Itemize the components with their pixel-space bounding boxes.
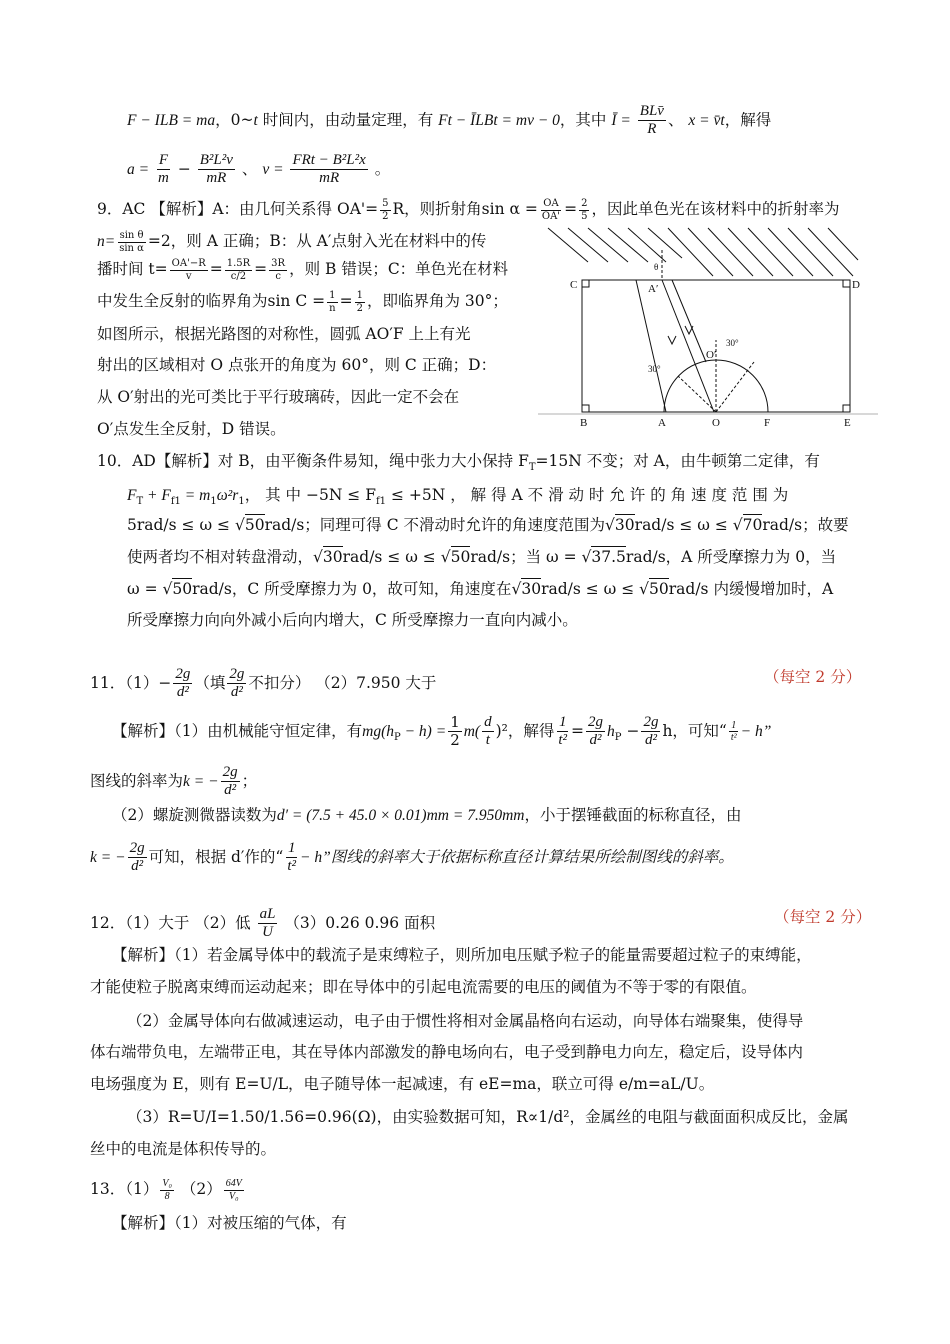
denominator: 2 [450, 731, 460, 750]
text: 使两者均不相对转盘滑动， [127, 548, 314, 566]
text: v = [262, 160, 284, 178]
fraction [579, 198, 589, 222]
denominator: d² [644, 732, 657, 749]
denominator: n [329, 302, 336, 314]
denominator: t² [558, 732, 568, 749]
corner-mark [582, 280, 589, 287]
label-A-prime: A′ [648, 283, 659, 295]
text: ，解得 [724, 110, 772, 129]
corner-mark [843, 405, 850, 412]
fraction [380, 198, 390, 222]
denominator: U [262, 924, 273, 941]
text: 、 [241, 159, 258, 178]
sqrt-value: 30 [521, 580, 542, 598]
denominator: d² [224, 782, 237, 799]
denominator: v [185, 270, 192, 282]
q10-line-3: 5rad/s ≤ ω ≤ √50rad/s；同理可得 C 不滑动时允许的角速度范围为√30rad/s ≤ ω ≤ √70rad/s；故要 [127, 516, 849, 534]
text: rad/s 内缓慢增加时，A [668, 580, 834, 598]
ray [728, 228, 773, 276]
denominator: 2 [382, 210, 389, 222]
q9-line-2 [97, 230, 486, 254]
fraction [128, 840, 147, 876]
fraction [586, 714, 605, 750]
sqrt-value: 30 [322, 548, 343, 566]
q11-expl-3 [112, 804, 741, 827]
sqrt-value: 50 [172, 580, 193, 598]
refracted-ray [662, 280, 717, 412]
q12-p1: 【解析】（1）若金属导体中的载流子是束缚粒子，则所加电压赋予粒子的能量需要超过粒子的束缚能， [112, 946, 812, 964]
text: = [209, 260, 223, 278]
numerator: sin θ [119, 230, 144, 241]
text: h [607, 722, 615, 740]
q10-line-2 [127, 484, 788, 513]
text: − h) = [400, 722, 447, 740]
q11-expl-2 [90, 764, 257, 800]
label-C: C [570, 279, 578, 291]
denominator: c/2 [230, 270, 247, 282]
ray [548, 228, 588, 262]
label-E: E [844, 417, 851, 429]
q10-line-6: 所受摩擦力向向外减小后向内增大，C 所受摩擦力一直向内减小。 [127, 611, 578, 629]
text: + F [143, 487, 171, 504]
radius-line [678, 376, 716, 412]
text: = [339, 292, 353, 310]
text: rad/s，C 所受摩擦力为 0，故可知，角速度在 [192, 580, 512, 598]
text: k = − [90, 848, 126, 866]
q12-p4: 体右端带负电，左端带正电，其在导体内部激发的静电场向右，电子受到静电力向左，稳定后，设导体内 [90, 1043, 804, 1061]
numerator: 2g [128, 840, 147, 858]
text: ，因此单色光在该材料中的折射率为 [591, 200, 840, 218]
q12-p7: 丝中的电流是体积传导的。 [90, 1140, 277, 1158]
text: F [127, 487, 137, 504]
text: 5rad/s ≤ ω ≤ [127, 516, 235, 534]
q11-expl-4 [90, 840, 734, 876]
fraction [160, 1178, 174, 1202]
text: 图线的斜率为 [90, 771, 184, 790]
text: ，则 B 错误；C：单色光在材料 [289, 260, 509, 278]
text: rad/s；当 ω = [470, 548, 582, 566]
sqrt-value: 50 [244, 516, 265, 534]
text: 不扣分） （2）7.950 大于 [248, 673, 437, 692]
numerator: B²L²v [198, 152, 235, 170]
q11-expl-1 [112, 714, 771, 750]
denominator: 2 [356, 302, 363, 314]
text: ，小于摆锤截面的标称直径，由 [524, 806, 742, 824]
q11-score: （每空 2 分） [764, 668, 862, 686]
text: rad/s；故要 [762, 516, 849, 534]
q12-p2: 才能使粒子脱离束缚而运动起来；即在导体中的引起电流需要的电压的阈值为不等于零的有限值。 [90, 978, 757, 996]
ray [768, 228, 813, 276]
optics-figure [538, 220, 878, 430]
text: 12．（1）大于 （2）低 [90, 913, 251, 932]
text: （填 [194, 673, 226, 692]
denominator: d² [176, 684, 189, 701]
text: （2）螺旋测微器读数为 [112, 806, 277, 824]
q10-line-4: 使两者均不相对转盘滑动，√30rad/s ≤ ω ≤ √50rad/s；当 ω = √37.5rad/s，A 所受摩擦力为 0，当 [127, 548, 837, 566]
label-A: A [658, 417, 666, 429]
label-30-right: 30° [726, 338, 739, 348]
text: d′ = (7.5 + 45.0 × 0.01)mm = 7.950mm [276, 807, 525, 824]
text: ，0~ [215, 110, 254, 129]
text: 【解析】A：由几何关系得 OA'= [150, 200, 379, 218]
arrow [668, 336, 676, 344]
text: 11．（1）− [90, 673, 172, 692]
eq-line-2 [127, 152, 390, 188]
sqrt-value: 30 [614, 516, 635, 534]
text: 【解析】（1）由机械能守恒定律，有 [112, 721, 363, 740]
ray [648, 228, 682, 258]
subscript: P [393, 731, 401, 743]
subscript: P [614, 731, 622, 743]
label-O-prime: O′ [706, 349, 717, 361]
text: = [254, 260, 268, 278]
text: a = [127, 160, 150, 178]
ray [628, 228, 666, 262]
refracted-ray [636, 280, 666, 412]
fraction [117, 230, 146, 254]
q12-answer [90, 906, 435, 942]
numerator: 1 [286, 840, 298, 858]
text: ，即临界角为 30°； [366, 292, 508, 310]
fraction [638, 103, 666, 139]
fraction [156, 152, 171, 188]
text: 时间内，由动量定理，有 [257, 110, 439, 129]
text: h，可知“ [662, 721, 727, 740]
numerator: 3R [271, 258, 286, 269]
q13-answer [90, 1178, 246, 1202]
text: − h” [740, 722, 772, 740]
ray [748, 228, 793, 276]
sqrt-value: 70 [742, 516, 763, 534]
ray [608, 228, 648, 262]
radius-line [716, 362, 754, 412]
numerator: 64V [225, 1178, 242, 1189]
text: − h”图线的斜率大于依据标称直径计算结果所绘制图线的斜率。 [300, 848, 734, 866]
q9-line-6: 射出的区域相对 O 点张开的角度为 60°，则 C 正确；D： [97, 356, 497, 374]
text: − [621, 721, 640, 740]
ray [788, 228, 833, 276]
corner-mark [843, 280, 850, 287]
text: rad/s，A 所受摩擦力为 0，当 [625, 548, 837, 566]
numerator: 1 [557, 714, 569, 732]
ray [688, 228, 733, 276]
eq-current: Ī = [611, 111, 631, 129]
fraction [290, 152, 367, 188]
q10-line-1 [97, 450, 820, 479]
numerator: 5 [382, 198, 389, 209]
numerator: d [482, 714, 494, 732]
numerator: 1.5R [226, 258, 251, 269]
denominator: t² [730, 732, 737, 744]
numerator: OA'−R [171, 258, 206, 269]
denominator: d² [230, 684, 243, 701]
ray [588, 228, 628, 262]
subscript: f1 [375, 496, 387, 508]
text: m( [463, 722, 481, 740]
denominator: sin α [119, 242, 144, 254]
numerator: aL [258, 906, 278, 924]
numerator: 2g [173, 666, 192, 684]
text: 13．（1） [90, 1180, 159, 1198]
fraction [729, 720, 739, 744]
numerator: 2 [581, 198, 588, 209]
q13-p1: 【解析】（1）对被压缩的气体，有 [112, 1214, 347, 1232]
text: =2，则 A 正确；B：从 A′点射入光在材料中的传 [147, 232, 487, 250]
fraction [173, 666, 192, 702]
fraction [556, 714, 569, 750]
q9-line-4 [97, 290, 508, 314]
text: n= [97, 233, 116, 250]
q12-p3: （2）金属导体向右做减速运动，电子由于惯性将相对金属晶格向右运动，向导体右端聚集，使得导 [127, 1012, 804, 1030]
text: （3）0.26 0.96 面积 [284, 913, 436, 932]
fraction [224, 1178, 244, 1202]
ray [708, 228, 753, 276]
text: − [177, 159, 191, 178]
text: rad/s ≤ ω ≤ [342, 548, 441, 566]
numerator: 1 [356, 290, 363, 301]
denominator: t² [287, 858, 297, 875]
question-number: 9．AC [97, 200, 146, 218]
denominator: mR [319, 170, 340, 187]
text: ω = [127, 580, 163, 598]
label-30-left: 30° [648, 364, 661, 374]
denominator: mR [206, 170, 227, 187]
text: ，其中 [559, 110, 612, 129]
subscript: T [136, 496, 144, 508]
q11-answer [90, 666, 436, 702]
q12-score: （每空 2 分） [774, 908, 872, 926]
q9-line-7: 从 O′射出的光可类比于平行玻璃砖，因此一定不会在 [97, 388, 460, 406]
q12-p6: （3）R=U/I=1.50/1.56=0.96(Ω)，由实验数据可知，R∝1/d²，金属丝的电阻与截面面积成反比，金属 [127, 1108, 849, 1126]
text: rad/s ≤ ω ≤ [541, 580, 640, 598]
text: ≤ +5N ， 解 得 A 不 滑 动 时 允 许 的 角 速 度 范 围 为 [386, 486, 789, 504]
text: 。 [374, 159, 391, 178]
text: 10．AD【解析】对 B，由平衡条件易知，绳中张力大小保持 F [97, 452, 529, 470]
eq-momentum: Ft − ĪLBt = mv − 0 [438, 111, 560, 129]
denominator: 8 [164, 1190, 170, 1202]
text: ω²r [216, 487, 239, 504]
text: rad/s ≤ ω ≤ [634, 516, 733, 534]
denominator: d² [131, 858, 144, 875]
eq-line-1 [127, 103, 771, 139]
numerator: 1 [450, 713, 460, 731]
text: 可知，根据 d′作的“ [148, 847, 284, 866]
ray [828, 228, 858, 260]
text: rad/s；同理可得 C 不滑动时允许的角速度范围为 [264, 516, 606, 534]
text: mg(h [362, 722, 394, 740]
fraction [641, 714, 660, 750]
sqrt-value: 50 [649, 580, 669, 598]
numerator: 1 [329, 290, 336, 301]
denominator: R [647, 121, 657, 138]
numerator: V₀ [162, 1178, 172, 1189]
fraction [269, 258, 287, 282]
q10-line-5: ω = √50rad/s，C 所受摩擦力为 0，故可知，角速度在√30rad/s ≤ ω ≤ √50rad/s 内缓慢增加时，A [127, 580, 834, 598]
label-D: D [852, 279, 860, 291]
text: = [571, 721, 585, 740]
text: = m [180, 487, 211, 504]
fraction [227, 666, 246, 702]
label-O: O [712, 417, 720, 429]
fraction [540, 198, 562, 222]
text: ； [241, 771, 258, 790]
eq-newton: F − ILB = ma [127, 111, 216, 129]
numerator: F [157, 152, 170, 170]
q9-line-5: 如图所示，根据光路图的对称性，圆弧 AO′F 上上有光 [97, 325, 471, 343]
var-t: t [253, 111, 258, 129]
label-B: B [580, 417, 588, 429]
numerator: OA [543, 198, 559, 209]
fraction [198, 152, 235, 188]
fraction [258, 906, 278, 942]
sqrt-value: 50 [450, 548, 471, 566]
subscript: 1 [238, 496, 245, 508]
text: 播时间 t= [97, 260, 168, 278]
denominator: c [275, 270, 281, 282]
q9-line-8: O′点发生全反射，D 错误。 [97, 420, 286, 438]
denominator: 5 [581, 210, 588, 222]
numerator: FRt − B²L²x [290, 152, 367, 170]
fraction [221, 764, 240, 800]
text: 、 [667, 110, 684, 129]
text: )²，解得 [495, 721, 555, 740]
text: 中发生全反射的临界角为sin C = [97, 292, 326, 310]
denominator: m [158, 170, 169, 187]
text: = [564, 200, 578, 218]
numerator: 2g [221, 764, 240, 782]
numerator: 2g [586, 714, 605, 732]
fraction [482, 714, 494, 750]
fraction [448, 714, 462, 750]
subscript: 1 [210, 496, 217, 508]
text: =15N 不变；对 A，由牛顿第二定律，有 [535, 452, 820, 470]
ray [568, 228, 608, 262]
q12-p5: 电场强度为 E，则有 E=U/L，电子随导体一起减速，有 eE=ma，联立可得 e/m=aL/U。 [90, 1075, 715, 1093]
fraction [355, 290, 365, 314]
ray [808, 228, 853, 276]
text: k = − [183, 772, 219, 790]
denominator: t [485, 732, 490, 749]
numerator: 1 [731, 719, 737, 731]
numerator: BLv̄ [638, 103, 666, 121]
fraction [225, 258, 252, 282]
denominator: OA' [541, 210, 561, 222]
label-theta: θ [654, 262, 659, 272]
subscript: f1 [170, 496, 181, 508]
eq-displacement: x = v̄t [688, 111, 725, 129]
sqrt-value: 37.5 [591, 548, 626, 566]
text: ， 其 中 −5N ≤ F [244, 486, 376, 504]
text: （2） [180, 1180, 222, 1198]
numerator: 2g [227, 666, 246, 684]
q9-line-1 [97, 198, 839, 222]
subscript: T [528, 462, 536, 474]
label-F: F [764, 417, 771, 429]
fraction [285, 840, 298, 876]
text: R，则折射角sin α = [392, 200, 538, 218]
corner-mark [582, 405, 589, 412]
q9-line-3 [97, 258, 508, 282]
fraction [170, 258, 208, 282]
denominator: V₀ [229, 1190, 239, 1202]
fraction [327, 290, 337, 314]
numerator: 2g [641, 714, 660, 732]
denominator: d² [589, 732, 602, 749]
